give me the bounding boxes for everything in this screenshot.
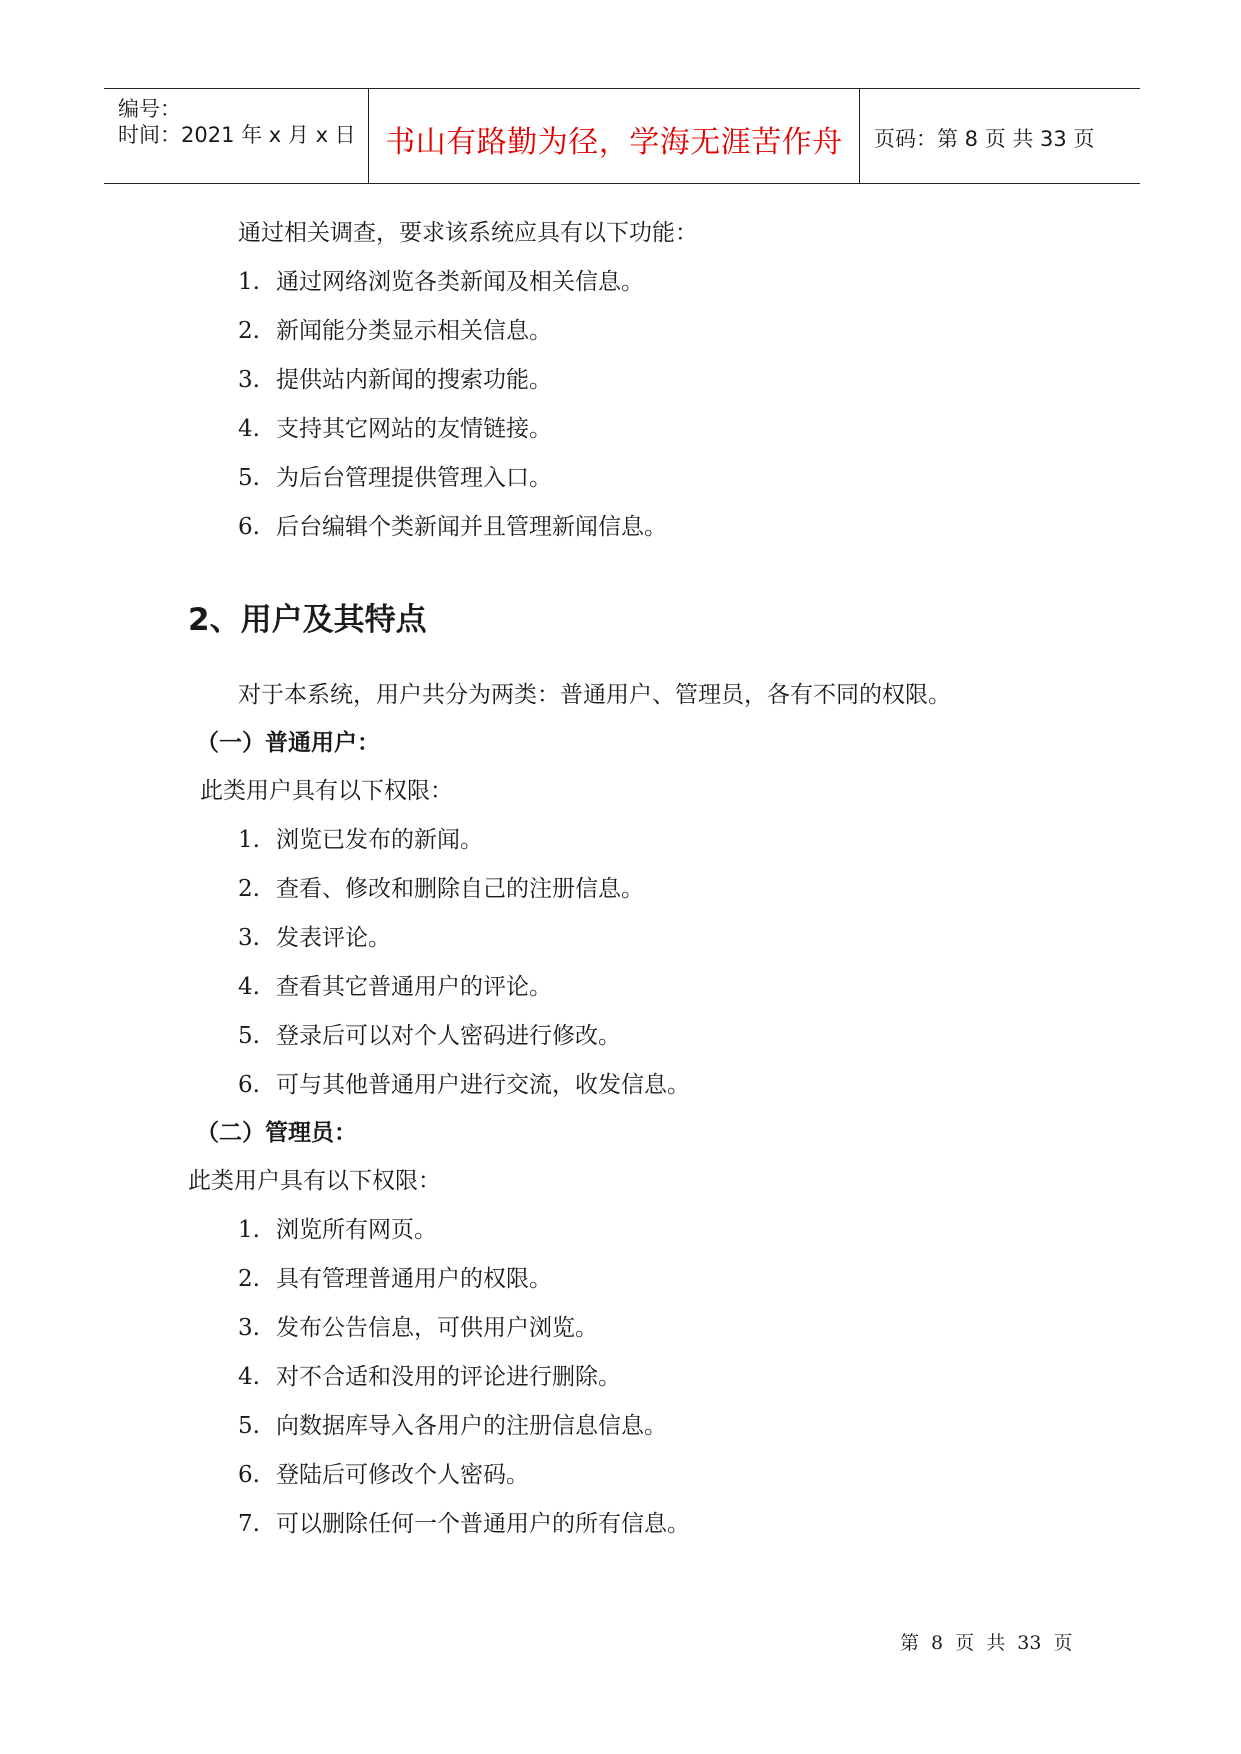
list-number: 5. [238, 465, 260, 491]
function-item [238, 267, 644, 297]
list-text: 登陆后可修改个人密码。 [276, 1462, 529, 1488]
page-footer: 第 8 页 共 33 页 [900, 1632, 1073, 1654]
admin-item [238, 1215, 437, 1245]
list-text: 可以删除任何一个普通用户的所有信息。 [276, 1511, 690, 1537]
header-motto-cell [369, 89, 860, 183]
header-motto: 书山有路勤为径，学海无涯苦作舟 [385, 125, 843, 160]
list-text: 可与其他普通用户进行交流，收发信息。 [276, 1072, 690, 1098]
subsection-heading-normal: （一）普通用户： [196, 730, 380, 756]
list-text: 查看、修改和删除自己的注册信息。 [276, 876, 644, 902]
list-number: 5. [238, 1023, 260, 1049]
list-text: 浏览所有网页。 [276, 1217, 437, 1243]
list-number: 7. [238, 1511, 260, 1537]
list-number: 3. [238, 367, 260, 393]
normal-user-item [238, 1021, 621, 1051]
function-item [238, 365, 552, 395]
list-number: 6. [238, 514, 260, 540]
list-number: 4. [238, 1364, 260, 1390]
admin-item [238, 1509, 690, 1539]
normal-user-item [238, 972, 552, 1002]
list-text: 对不合适和没用的评论进行删除。 [276, 1364, 621, 1390]
admin-item [238, 1362, 621, 1392]
list-text: 发布公告信息，可供用户浏览。 [276, 1315, 598, 1341]
list-number: 3. [238, 925, 260, 951]
list-number: 6. [238, 1462, 260, 1488]
subsection-heading-admin: （二）管理员： [196, 1120, 357, 1146]
list-number: 2. [238, 876, 260, 902]
list-number: 5. [238, 1413, 260, 1439]
functions-intro: 通过相关调查，要求该系统应具有以下功能： [238, 220, 698, 246]
list-text: 具有管理普通用户的权限。 [276, 1266, 552, 1292]
function-item [238, 414, 552, 444]
header-page-number: 页码：第 8 页 共 33 页 [874, 127, 1095, 151]
list-number: 6. [238, 1072, 260, 1098]
list-number: 2. [238, 318, 260, 344]
admin-item [238, 1264, 552, 1294]
admin-item [238, 1460, 529, 1490]
normal-user-item [238, 874, 644, 904]
list-number: 1. [238, 269, 260, 295]
function-item [238, 512, 667, 542]
section-intro: 对于本系统，用户共分为两类：普通用户、管理员，各有不同的权限。 [238, 682, 951, 708]
header-meta-cell [104, 89, 369, 183]
list-text: 向数据库导入各用户的注册信息信息。 [276, 1413, 667, 1439]
admin-item [238, 1411, 667, 1441]
list-number: 1. [238, 1217, 260, 1243]
normal-user-lead: 此类用户具有以下权限： [200, 778, 453, 804]
list-number: 4. [238, 416, 260, 442]
admin-item [238, 1313, 598, 1343]
list-text: 发表评论。 [276, 925, 391, 951]
list-number: 2. [238, 1266, 260, 1292]
list-text: 为后台管理提供管理入口。 [276, 465, 552, 491]
function-item [238, 316, 552, 346]
page-header [104, 88, 1140, 184]
admin-lead: 此类用户具有以下权限： [188, 1168, 441, 1194]
list-text: 支持其它网站的友情链接。 [276, 416, 552, 442]
list-text: 通过网络浏览各类新闻及相关信息。 [276, 269, 644, 295]
list-text: 浏览已发布的新闻。 [276, 827, 483, 853]
normal-user-item [238, 825, 483, 855]
list-number: 1. [238, 827, 260, 853]
header-page-cell [860, 89, 1140, 183]
section-heading: 2、用户及其特点 [188, 602, 427, 638]
normal-user-item [238, 923, 391, 953]
list-number: 3. [238, 1315, 260, 1341]
list-text: 新闻能分类显示相关信息。 [276, 318, 552, 344]
document-number-label: 编号： [118, 97, 181, 121]
list-number: 4. [238, 974, 260, 1000]
document-time-label: 时间：2021 年 x 月 x 日 [118, 123, 356, 147]
normal-user-item [238, 1070, 690, 1100]
list-text: 登录后可以对个人密码进行修改。 [276, 1023, 621, 1049]
list-text: 查看其它普通用户的评论。 [276, 974, 552, 1000]
function-item [238, 463, 552, 493]
list-text: 后台编辑个类新闻并且管理新闻信息。 [276, 514, 667, 540]
list-text: 提供站内新闻的搜索功能。 [276, 367, 552, 393]
